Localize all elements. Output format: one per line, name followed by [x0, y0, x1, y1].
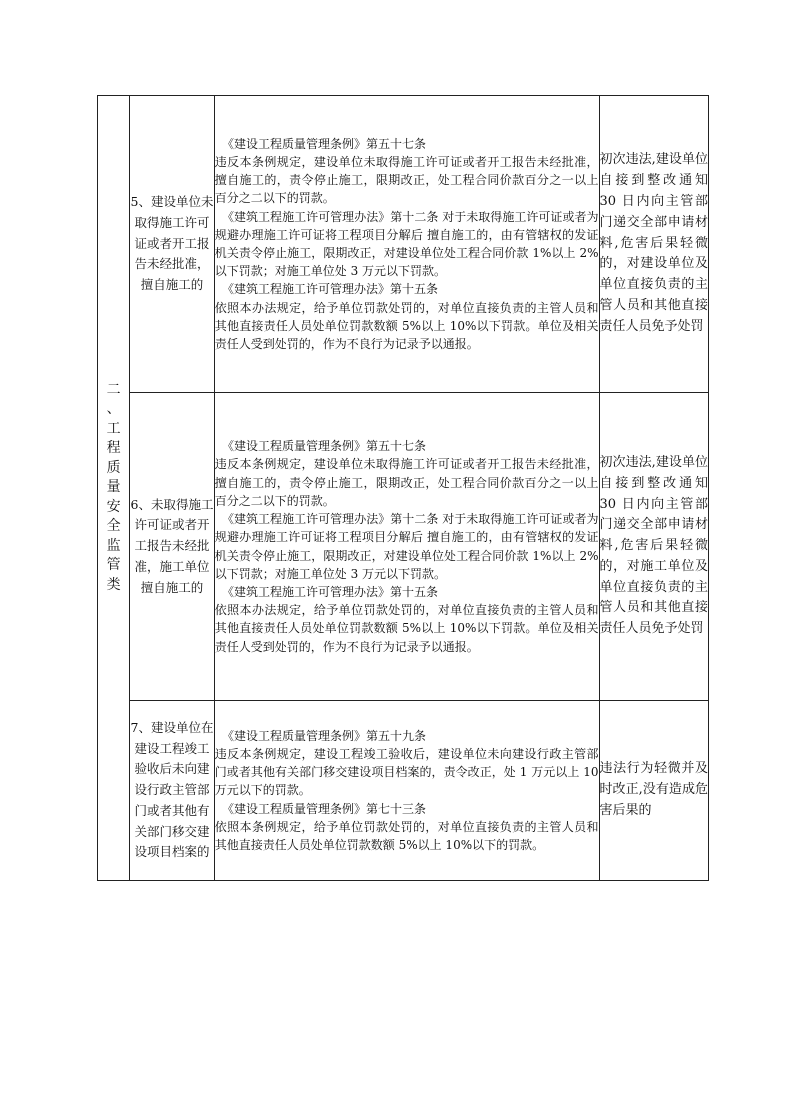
category-char: 监 — [106, 537, 121, 554]
law-paragraph: 《建筑工程施工许可管理办法》第十五条 — [221, 584, 438, 599]
legal-basis-cell — [214, 701, 599, 881]
category-char: 全 — [106, 518, 121, 535]
category-char: 量 — [106, 479, 121, 496]
law-paragraph: 《建筑工程施工许可管理办法》第十二条 对于未取得施工许可证或者为规避办理施工许可证将工程项目分解后 擅自施工的，由有管辖权的发证机关责令停止施工，限期改正，对建设单位处工程合同价款 1%以上 2%以下罚款；对施工单位处 3 万元以下罚款。 — [214, 209, 599, 279]
law-paragraph: 《建设工程质量管理条例》第五十七条 — [221, 439, 426, 454]
law-paragraph: 依照本条例规定，给予单位罚款处罚的，对单位直接负责的主管人员和其他直接责任人员处单位罚款数额 5%以上 10%以下的罚款。 — [214, 819, 599, 852]
violation-item-cell: 5、建设单位未取得施工许可证或者开工报告未经批准，擅自施工的 — [130, 96, 214, 393]
violation-item-cell: 7、建设单位在建设工程竣工验收后未向建设行政主管部门或者其他有关部门移交建设项目档案的 — [130, 701, 214, 881]
law-paragraph: 《建设工程质量管理条例》第七十三条 — [221, 801, 426, 816]
law-paragraph: 依照本办法规定，给予单位罚款处罚的，对单位直接负责的主管人员和其他直接责任人员处单位罚款数额 5%以上 10%以下罚款。单位及相关责任人受到处罚的，作为不良行为记录予以通报。 — [214, 300, 599, 352]
table-row — [98, 701, 709, 881]
category-char: 安 — [106, 498, 121, 515]
category-char: 类 — [106, 576, 121, 593]
table-row — [98, 96, 709, 393]
law-paragraph: 依照本办法规定，给予单位罚款处罚的，对单位直接负责的主管人员和其他直接责任人员处单位罚款数额 5%以上 10%以下罚款。单位及相关责任人受到处罚的，作为不良行为记录予以通报。 — [214, 603, 599, 654]
violation-item-cell: 6、未取得施工许可证或者开工报告未经批准，施工单位擅自施工的 — [130, 393, 214, 701]
category-char: 管 — [106, 557, 121, 574]
document-page — [97, 95, 709, 881]
exemption-condition-cell: 初次违法,建设单位自接到整改通知 30 日内向主管部门递交全部申请材料,危害后果轻微的，对建设单位及单位直接负责的主管人员和其他直接责任人员免予处罚 — [599, 96, 709, 393]
law-paragraph: 违反本条例规定，建设工程竣工验收后，建设单位未向建设行政主管部门或者其他有关部门移交建设项目档案的，责令改正，处 1 万元以上 10 万元以下的罚款。 — [214, 746, 599, 798]
category-char: 程 — [106, 440, 121, 457]
law-paragraph: 《建筑工程施工许可管理办法》第十二条 对于未取得施工许可证或者为规避办理施工许可证将工程项目分解后 擅自施工的，由有管辖权的发证机关责令停止施工，限期改正，对建设单位处工程合同价款 1%以上 2%以下罚款；对施工单位处 3 万元以下罚款。 — [214, 512, 599, 581]
exemption-condition-cell: 违法行为轻微并及时改正,没有造成危害后果的 — [599, 701, 709, 881]
law-paragraph: 《建设工程质量管理条例》第五十九条 — [221, 728, 426, 743]
category-char: 、 — [106, 401, 121, 418]
category-char: 工 — [106, 420, 121, 437]
legal-basis-cell — [214, 96, 599, 393]
exemption-condition-cell: 初次违法,建设单位自接到整改通知 30 日内向主管部门递交全部申请材料,危害后果轻微的，对施工单位及单位直接负责的主管人员和其他直接责任人员免予处罚 — [599, 393, 709, 701]
category-char: 二 — [106, 381, 121, 398]
category-cell — [98, 96, 130, 881]
table-row — [98, 393, 709, 701]
regulation-table — [97, 95, 709, 881]
law-paragraph: 《建设工程质量管理条例》第五十七条 — [221, 136, 426, 151]
legal-basis-cell — [214, 393, 599, 701]
law-paragraph: 《建筑工程施工许可管理办法》第十五条 — [221, 282, 438, 297]
law-paragraph: 违反本条例规定，建设单位未取得施工许可证或者开工报告未经批准，擅自施工的，责令停止施工，限期改正，处工程合同价款百分之一以上百分之二以下的罚款。 — [214, 457, 599, 508]
category-char: 质 — [106, 459, 121, 476]
law-paragraph: 违反本条例规定，建设单位未取得施工许可证或者开工报告未经批准，擅自施工的，责令停止施工，限期改正，处工程合同价款百分之一以上百分之二以下的罚款。 — [214, 154, 599, 206]
